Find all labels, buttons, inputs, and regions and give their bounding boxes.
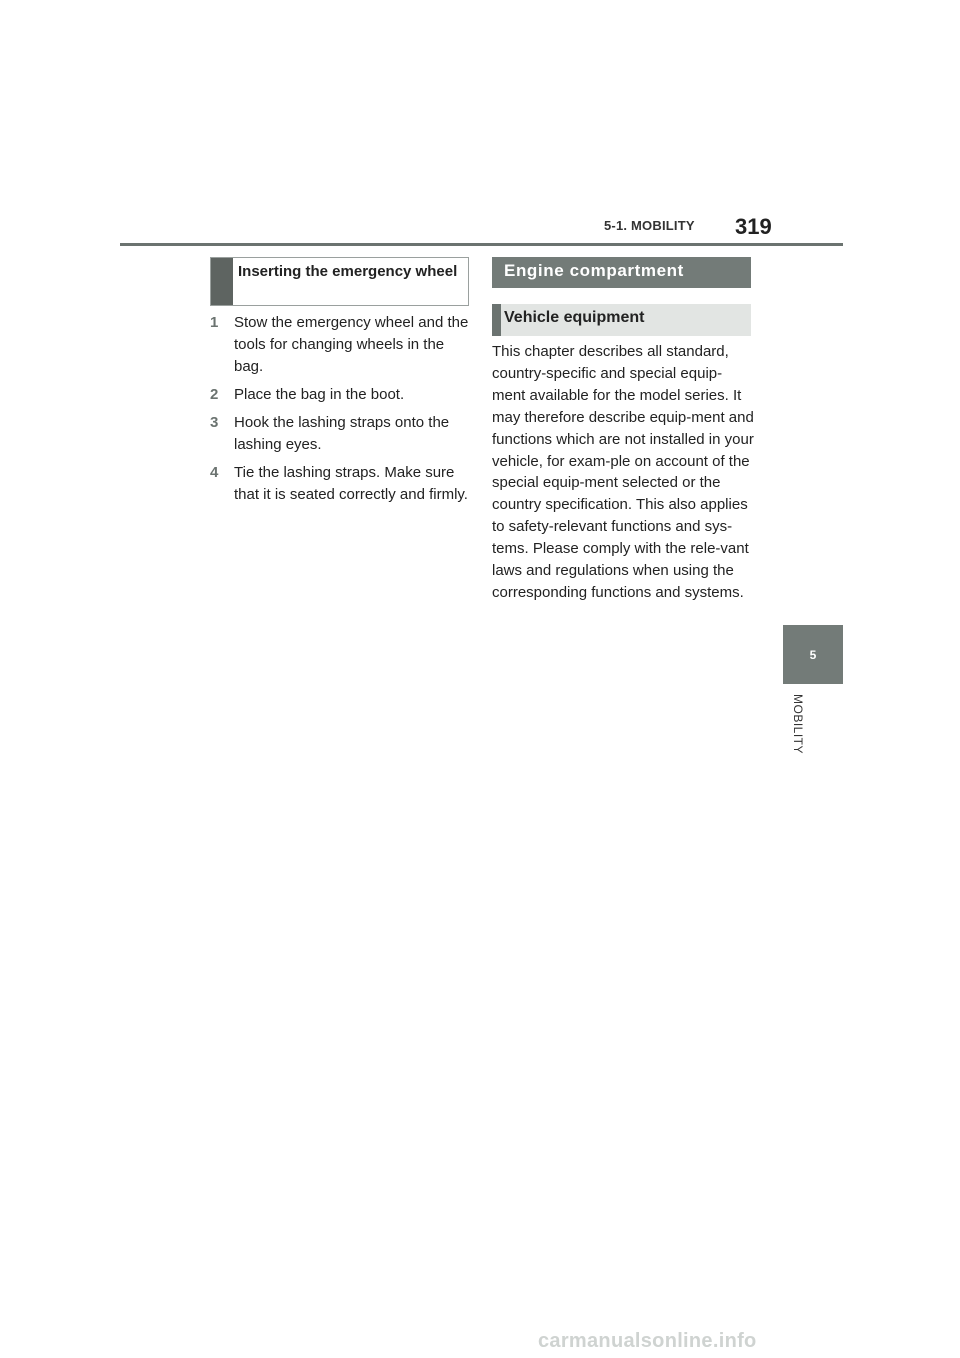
header-divider (120, 243, 843, 246)
step-text: Tie the lashing straps. Make sure that it is seated correctly and firmly. (234, 464, 468, 503)
subsection-heading (492, 304, 751, 336)
step-item (210, 462, 475, 506)
step-list (210, 312, 475, 512)
subheading-box (210, 257, 469, 306)
step-item (210, 412, 475, 456)
chapter-label: MOBILITY (791, 694, 805, 755)
body-paragraph: This chapter describes all standard, country-specific and special equip-ment available for the model series. It may therefore describe equip-ment and functions which are not installed in your vehicle, for exam-ple on account of the special equip-ment selected or the country specification. This also applies to safety-relevant functions and sys-tems. Please comply with the rele-vant laws and regulations when using the corresponding functions and systems. (492, 343, 754, 601)
step-text: Place the bag in the boot. (234, 386, 405, 403)
step-item (210, 384, 475, 406)
step-number: 2 (210, 386, 219, 403)
step-number: 3 (210, 414, 219, 431)
section-heading: Engine compartment (492, 257, 751, 288)
page-number: 319 (735, 214, 772, 239)
subsection-bar (492, 304, 501, 336)
step-text: Stow the emergency wheel and the tools for changing wheels in the bag. (234, 314, 469, 375)
subsection-text: Vehicle equipment (504, 309, 645, 326)
step-number: 4 (210, 464, 219, 481)
chapter-number: 5 (809, 647, 817, 662)
chapter-tab (783, 625, 843, 684)
step-text: Hook the lashing straps onto the lashing eyes. (234, 414, 450, 453)
subheading-text: Inserting the emergency wheel (238, 263, 458, 280)
watermark: carmanualsonline.info (538, 1330, 757, 1352)
step-item (210, 312, 475, 378)
step-number: 1 (210, 314, 219, 331)
subheading-bar (211, 258, 233, 305)
section-title: 5-1. MOBILITY (604, 218, 695, 233)
